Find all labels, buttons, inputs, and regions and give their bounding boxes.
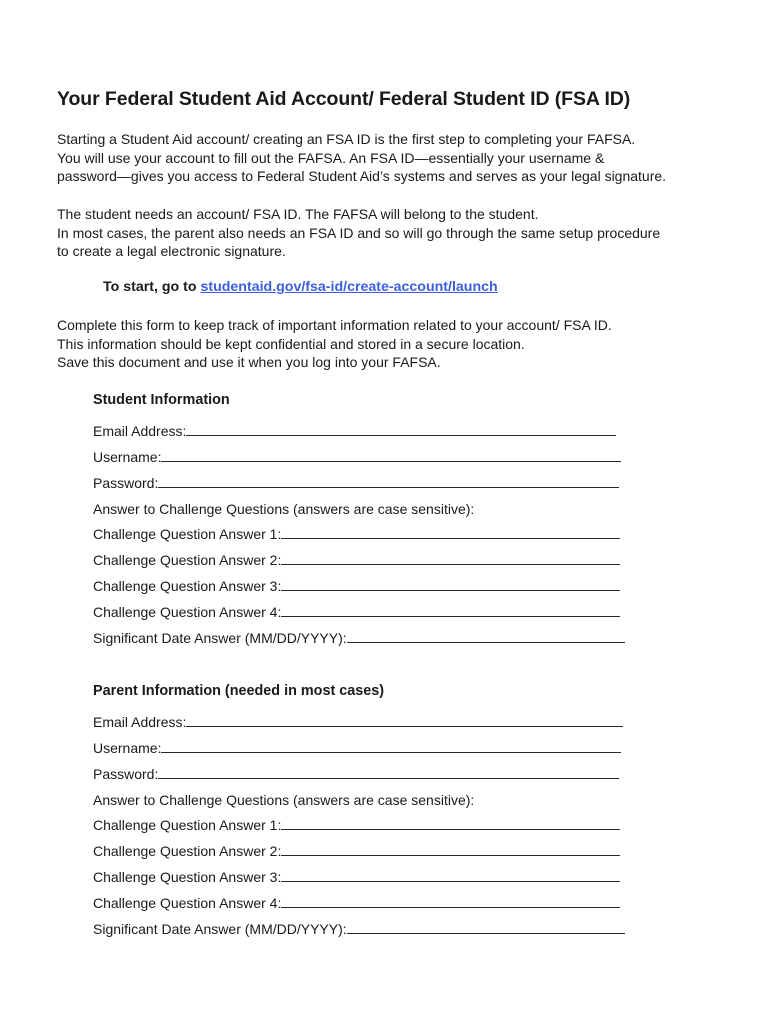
field-label: Password:: [93, 474, 159, 491]
field-label: Answer to Challenge Questions (answers are case sensitive):: [93, 791, 475, 808]
field-label: Challenge Question Answer 1:: [93, 817, 282, 834]
parent-significant-date-field[interactable]: [93, 911, 653, 937]
field-label: Password:: [93, 765, 159, 782]
intro-line: You will use your account to fill out the FAFSA. An FSA ID—essentially your username &: [57, 149, 605, 166]
intro-line: Starting a Student Aid account/ creating an FSA ID is the first step to completing your FAFSA.: [57, 131, 636, 147]
parent-challenge-answer-2-field[interactable]: [93, 833, 653, 859]
parent-information-section: [93, 682, 653, 937]
fill-in-line[interactable]: [158, 486, 619, 488]
fill-in-line[interactable]: [281, 589, 620, 591]
fill-in-line[interactable]: [158, 777, 619, 779]
ownership-paragraph: [57, 205, 660, 261]
fill-in-line[interactable]: [347, 641, 625, 643]
parent-password-field[interactable]: [93, 756, 653, 782]
field-label: Challenge Question Answer 4:: [93, 895, 282, 912]
student-challenge-answer-1-field[interactable]: [93, 517, 653, 543]
fill-in-line[interactable]: [281, 880, 620, 882]
page-title: Your Federal Student Aid Account/ Federal Student ID (FSA ID): [57, 88, 631, 110]
fill-in-line[interactable]: [161, 751, 621, 753]
fill-in-line[interactable]: [281, 615, 620, 617]
fsa-id-link[interactable]: studentaid.gov/fsa-id/create-account/launch: [200, 279, 498, 295]
start-instruction: [103, 279, 498, 295]
instructions-line: Save this document and use it when you log into your FAFSA.: [57, 354, 441, 371]
field-label: Challenge Question Answer 3:: [93, 869, 282, 886]
instructions-line: Complete this form to keep track of important information related to your account/ FSA ID.: [57, 317, 612, 333]
field-label: Answer to Challenge Questions (answers are case sensitive):: [93, 500, 475, 517]
parent-username-field[interactable]: [93, 730, 653, 756]
parent-challenge-answer-4-field[interactable]: [93, 885, 653, 911]
fill-in-line[interactable]: [281, 828, 620, 830]
fill-in-line[interactable]: [186, 725, 623, 727]
instructions-line: This information should be kept confidential and stored in a secure location.: [57, 335, 525, 352]
student-username-field[interactable]: [93, 439, 653, 465]
fill-in-line[interactable]: [281, 854, 620, 856]
parent-challenge-answer-1-field[interactable]: [93, 808, 653, 834]
student-challenge-note: [93, 491, 653, 517]
fill-in-line[interactable]: [347, 932, 625, 934]
field-label: Email Address:: [93, 713, 187, 730]
field-label: Challenge Question Answer 3:: [93, 578, 282, 595]
field-label: Username:: [93, 739, 162, 756]
student-email-field[interactable]: [93, 413, 653, 439]
parent-email-field[interactable]: [93, 704, 653, 730]
student-significant-date-field[interactable]: [93, 620, 653, 646]
fill-in-line[interactable]: [281, 906, 620, 908]
field-label: Challenge Question Answer 1:: [93, 526, 282, 543]
field-label: Email Address:: [93, 422, 187, 439]
parent-section-heading: Parent Information (needed in most cases): [93, 683, 385, 699]
field-label: Challenge Question Answer 2:: [93, 552, 282, 569]
intro-line: password—gives you access to Federal Student Aid’s systems and serves as your legal signature.: [57, 168, 667, 185]
fill-in-line[interactable]: [281, 537, 620, 539]
field-label: Challenge Question Answer 2:: [93, 843, 282, 860]
student-information-section: [93, 391, 653, 646]
fill-in-line[interactable]: [161, 460, 621, 462]
start-prefix: To start, go to: [103, 279, 201, 295]
fill-in-line[interactable]: [186, 434, 616, 436]
field-label: Significant Date Answer (MM/DD/YYYY):: [93, 921, 347, 938]
field-label: Username:: [93, 448, 162, 465]
field-label: Challenge Question Answer 4:: [93, 604, 282, 621]
intro-paragraph: [57, 130, 666, 186]
fill-in-line[interactable]: [281, 563, 620, 565]
student-challenge-answer-2-field[interactable]: [93, 542, 653, 568]
ownership-line: The student needs an account/ FSA ID. The FAFSA will belong to the student.: [57, 206, 539, 222]
student-challenge-answer-3-field[interactable]: [93, 568, 653, 594]
ownership-line: to create a legal electronic signature.: [57, 243, 286, 260]
parent-challenge-note: [93, 782, 653, 808]
parent-challenge-answer-3-field[interactable]: [93, 859, 653, 885]
student-password-field[interactable]: [93, 465, 653, 491]
student-section-heading: Student Information: [93, 392, 230, 408]
instructions-paragraph: [57, 316, 612, 372]
student-challenge-answer-4-field[interactable]: [93, 594, 653, 620]
ownership-line: In most cases, the parent also needs an FSA ID and so will go through the same setup procedure: [57, 224, 661, 241]
field-label: Significant Date Answer (MM/DD/YYYY):: [93, 630, 347, 647]
